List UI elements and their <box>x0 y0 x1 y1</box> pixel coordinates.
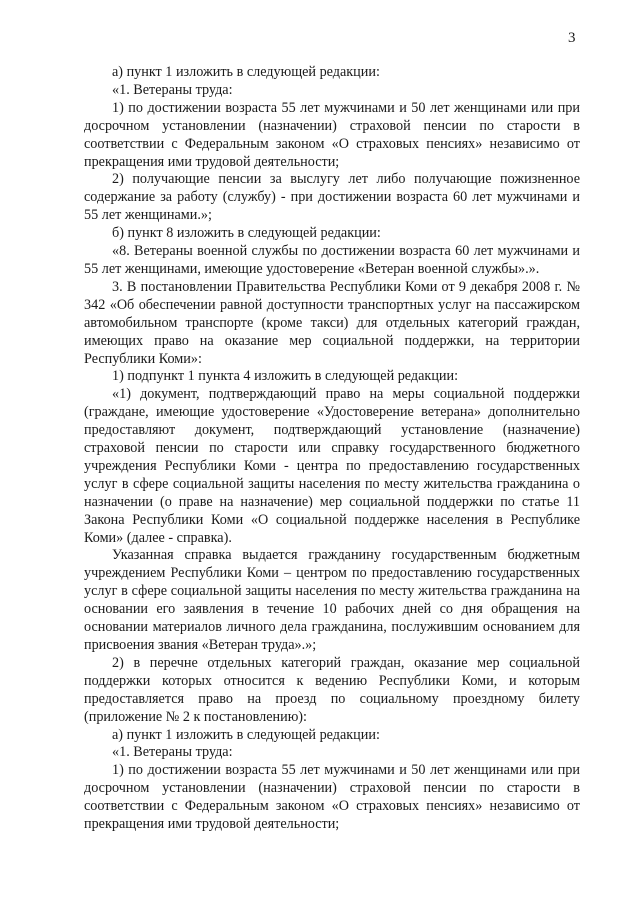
paragraph: 3. В постановлении Правительства Республики Коми от 9 декабря 2008 г. № 342 «Об обеспечении равной доступности транспортных услуг на пассажирском автомобильном транспорте (кроме такси) для отдельных категорий граждан, имеющих право на оказание мер социальной поддержки, на территории Республики Коми»: <box>84 278 580 367</box>
paragraph: «1. Ветераны труда: <box>112 744 233 761</box>
paragraph: 1) по достижении возраста 55 лет мужчинами и 50 лет женщинами или при досрочном установлении (назначении) страховой пенсии по старости в соответствии с Федеральным законом «О страховых пенсиях» независимо от прекращения ими трудовой деятельности; <box>84 99 580 170</box>
paragraph: б) пункт 8 изложить в следующей редакции: <box>112 225 381 242</box>
paragraph: а) пункт 1 изложить в следующей редакции: <box>112 64 380 80</box>
paragraph: «8. Ветераны военной службы по достижении возраста 60 лет мужчинами и 55 лет женщинами, имеющие удостоверение «Ветеран военной службы».». <box>84 243 580 277</box>
paragraph: «1) документ, подтверждающий право на меры социальной поддержки (граждане, имеющие удостоверение «Удостоверение ветерана» дополнительно предоставляют документ, подтверждающий установление (назначение) страховой пенсии по старости или справку государственного бюджетного учреждения Республики Коми - центра по предоставлению государственных услуг в сфере социальной защиты населения по месту жительства гражданина о назначении (о праве на назначение) мер социальной поддержки по статье 11 Закона Республики Коми «О социальной поддержке населения в Республике Коми» (далее - справка). <box>84 386 580 546</box>
paragraph: «1. Ветераны труда: <box>112 81 233 98</box>
paragraph: 1) по достижении возраста 55 лет мужчинами и 50 лет женщинами или при досрочном установлении (назначении) страховой пенсии по старости в соответствии с Федеральным законом «О страховых пенсиях» независимо от прекращения ими трудовой деятельности; <box>84 762 580 833</box>
paragraph: а) пункт 1 изложить в следующей редакции: <box>112 726 380 743</box>
page-number: 3 <box>568 30 576 46</box>
paragraph: 2) получающие пенсии за выслугу лет либо получающие пожизненное содержание за работу (службу) - при достижении возраста 60 лет мужчинами и 55 лет женщинами.»; <box>84 171 580 224</box>
paragraph: 1) подпункт 1 пункта 4 изложить в следующей редакции: <box>112 368 459 385</box>
document-body <box>84 64 580 834</box>
paragraph: 2) в перечне отдельных категорий граждан, оказание мер социальной поддержки которых относится к ведению Республики Коми, и которым предоставляется право на проезд по социальному проездному билету (приложение № 2 к постановлению): <box>84 654 580 725</box>
paragraph: Указанная справка выдается гражданину государственным бюджетным учреждением Республики Коми – центром по предоставлению государственных услуг в сфере социальной защиты населения по месту жительства гражданина на основании его заявления в течение 10 рабочих дней со дня обращения на основании материалов личного дела гражданина, послужившим основанием для присвоения звания «Ветеран труда».»; <box>84 547 580 653</box>
